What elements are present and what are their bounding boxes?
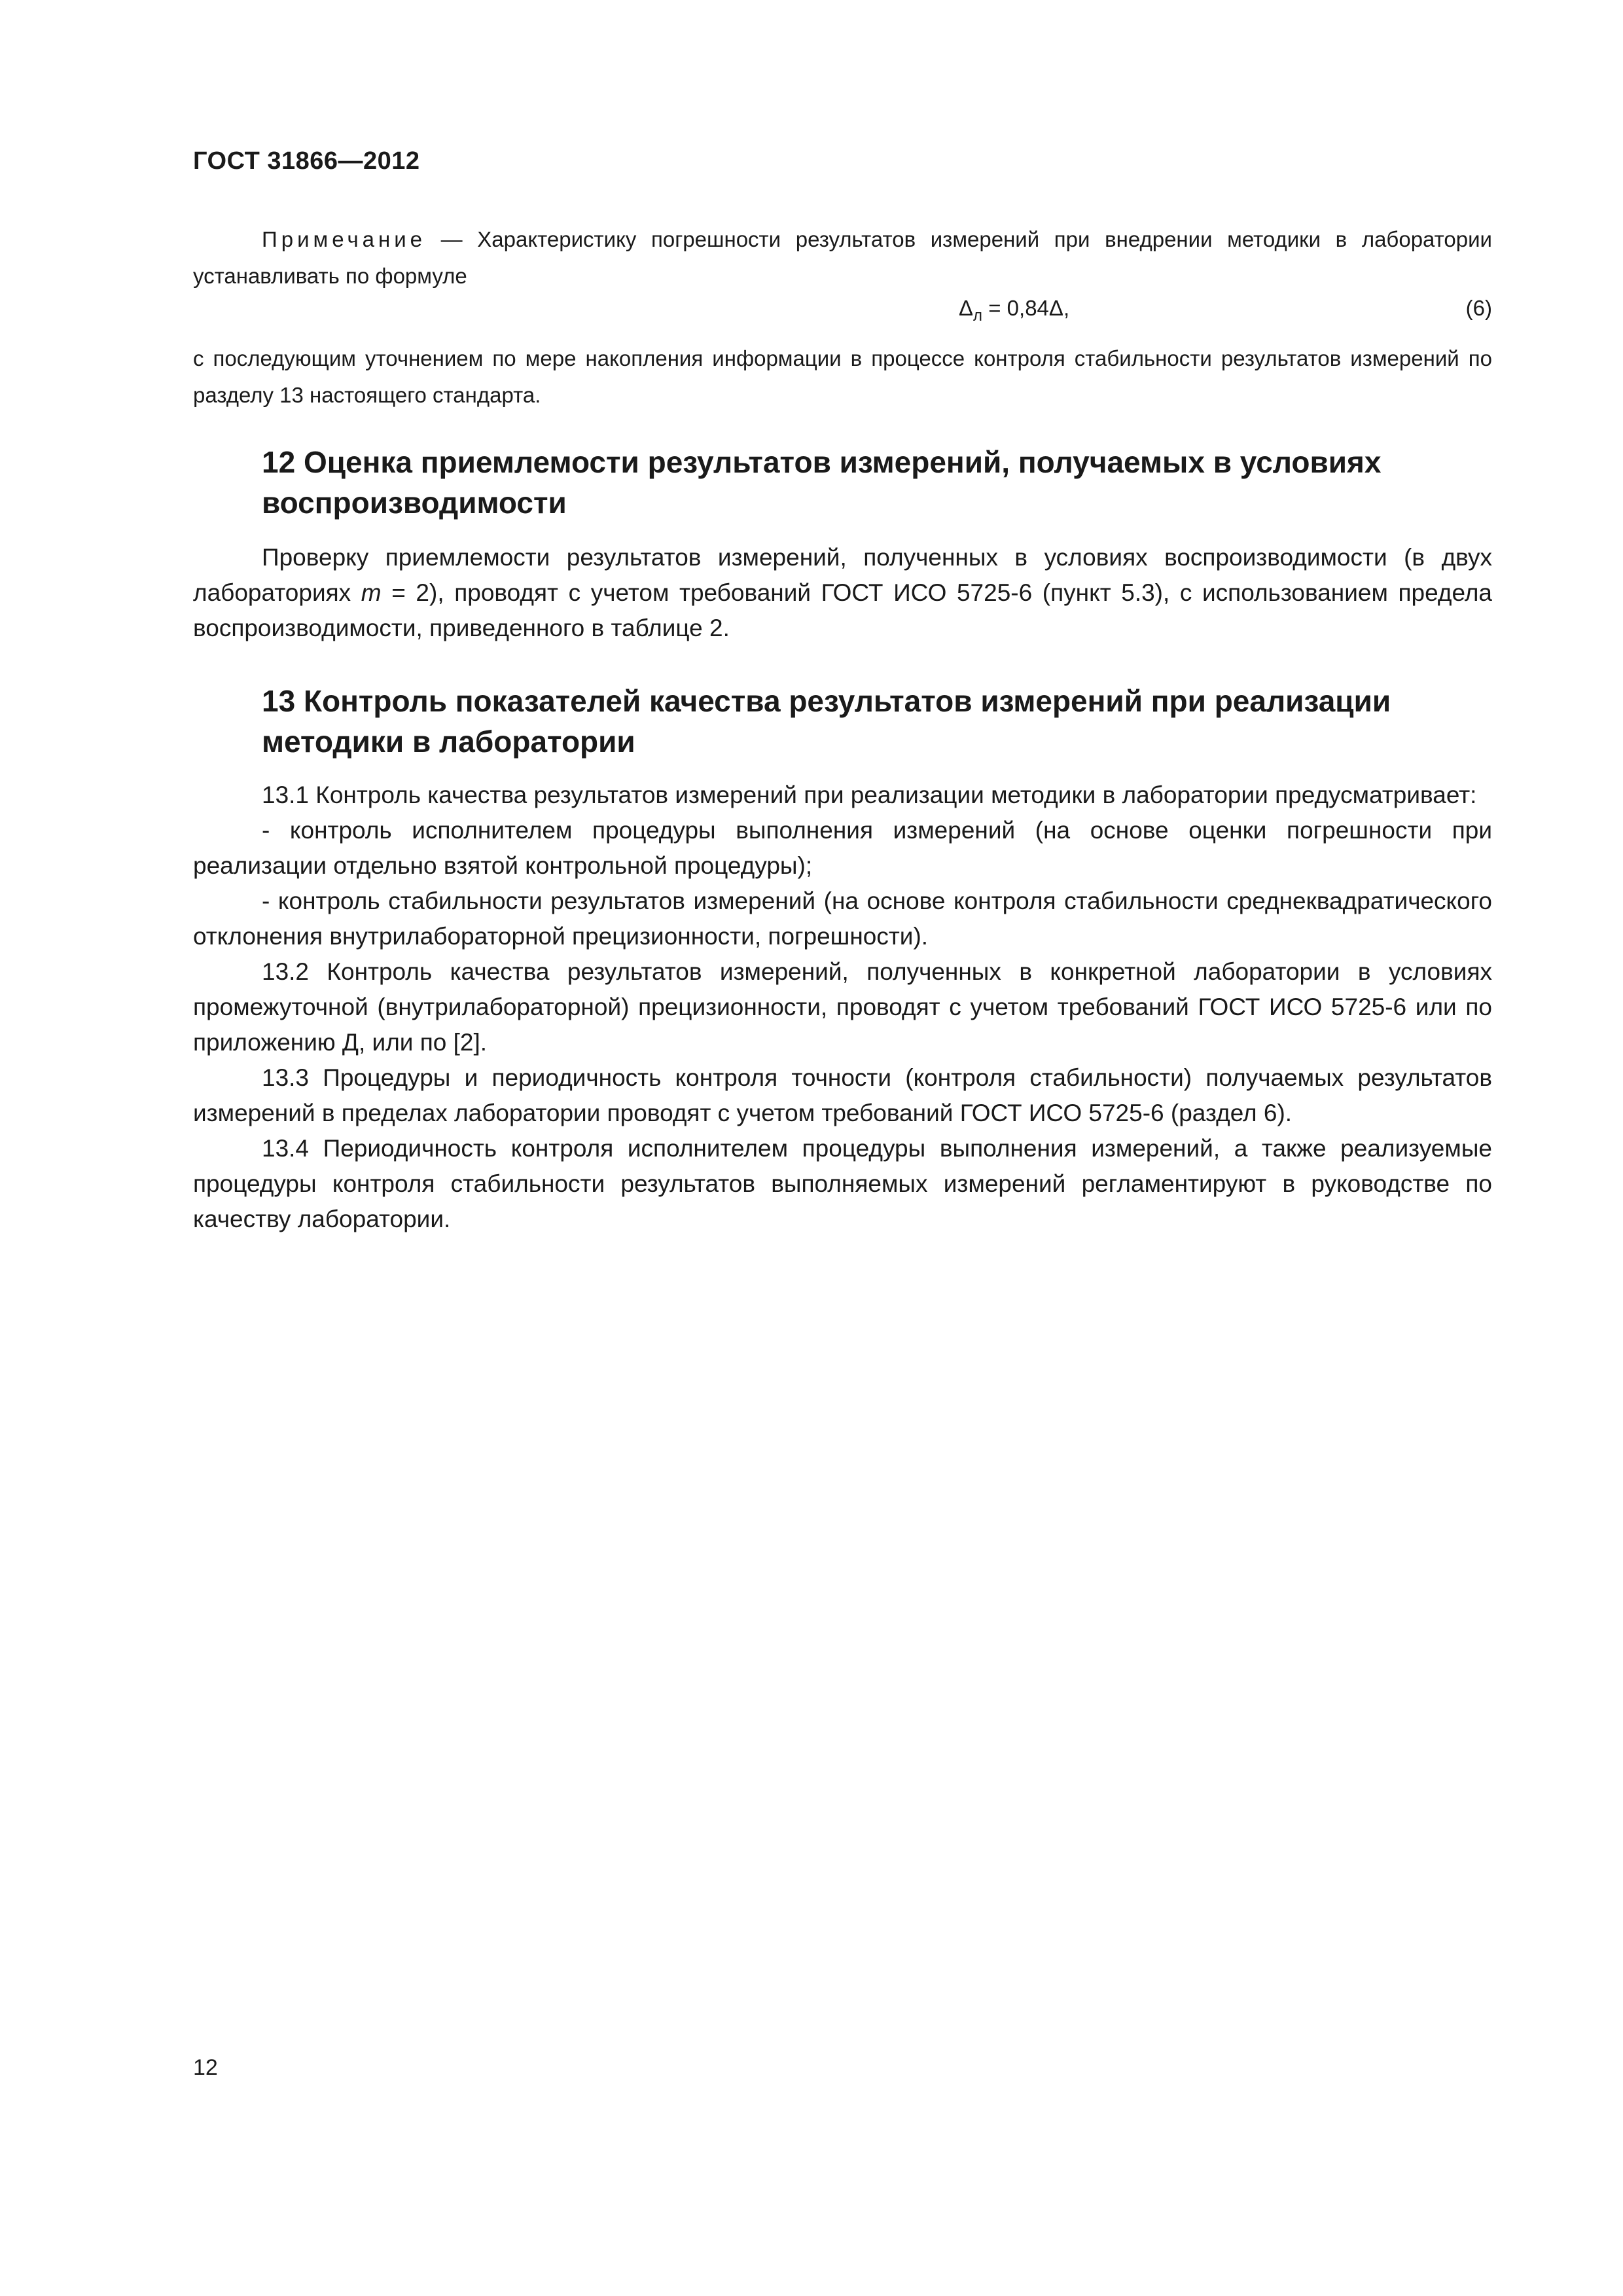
note-paragraph xyxy=(193,221,1492,295)
section-13-heading: 13 Контроль показателей качества результатов измерений при реализации методики в лаборатории xyxy=(262,684,1391,759)
note-continuation-block xyxy=(193,340,1492,414)
list-item-control-stability: - контроль стабильности результатов измерений (на основе контроля стабильности среднеквадратического отклонения внутрилабораторной прецизионности, погрешности). xyxy=(193,888,1492,950)
paragraph-13-1: 13.1 Контроль качества результатов измерений при реализации методики в лаборатории предусматривает: xyxy=(262,781,1477,808)
note-label: Примечание xyxy=(262,227,427,251)
formula-6 xyxy=(959,296,1069,325)
paragraph-13-4: 13.4 Периодичность контроля исполнителем процедуры выполнения измерений, а также реализуемые процедуры контроля стабильности результатов выполняемых измерений регламентируют в руководстве по качеству лаборатории. xyxy=(193,1135,1492,1232)
formula-expression: = 0,84Δ, xyxy=(982,296,1070,320)
formula-number: (6) xyxy=(1465,296,1492,320)
note-block xyxy=(193,221,1492,295)
section-12-text-part1: Проверку приемлемости результатов измерений, полученных в условиях воспроизводимости (в двух лабораториях xyxy=(193,544,1492,606)
section-12-text-part2: = 2), проводят с учетом требований ГОСТ ИСО 5725-6 (пункт 5.3), с использованием предела воспроизводимости, приведенного в таблице 2. xyxy=(193,579,1492,641)
paragraph-13-2: 13.2 Контроль качества результатов измерений, полученных в конкретной лаборатории в условиях промежуточной (внутрилабораторной) прецизионности, проводят с учетом требований ГОСТ ИСО 5725-6 или по приложению Д, или по [2]. xyxy=(193,958,1492,1056)
section-12-body xyxy=(193,540,1492,646)
section-13-body xyxy=(193,778,1492,1237)
variable-m: m xyxy=(361,579,382,606)
section-12-heading-block xyxy=(193,442,1492,523)
list-item-control-procedure: - контроль исполнителем процедуры выполнения измерений (на основе оценки погрешности при реализации отдельно взятой контрольной процедуры); xyxy=(193,817,1492,879)
formula-delta: Δ xyxy=(959,296,974,320)
note-continuation: с последующим уточнением по мере накопления информации в процессе контроля стабильности результатов измерений по разделу 13 настоящего стандарта. xyxy=(193,346,1492,407)
section-12-paragraph xyxy=(193,540,1492,646)
formula-subscript: л xyxy=(973,307,983,325)
section-13-heading-block xyxy=(193,681,1492,762)
page-number: 12 xyxy=(193,2055,218,2080)
document-code-header: ГОСТ 31866—2012 xyxy=(193,147,420,175)
formula-row xyxy=(193,296,1492,332)
section-12-heading: 12 Оценка приемлемости результатов измерений, получаемых в условиях воспроизводимости xyxy=(262,445,1382,520)
paragraph-13-3: 13.3 Процедуры и периодичность контроля точности (контроля стабильности) получаемых результатов измерений в пределах лаборатории проводят с учетом требований ГОСТ ИСО 5725-6 (раздел 6). xyxy=(193,1064,1492,1126)
note-text: — Характеристику погрешности результатов измерений при внедрении методики в лаборатории устанавливать по формуле xyxy=(193,227,1492,288)
